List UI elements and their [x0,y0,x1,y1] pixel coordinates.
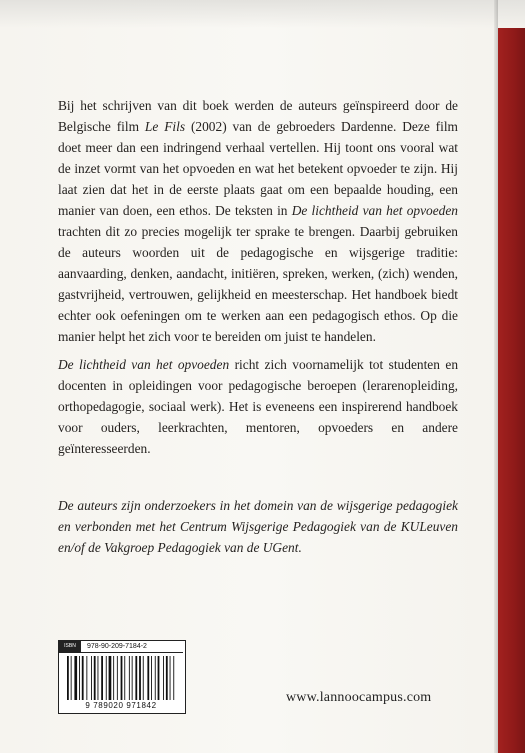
red-spine [498,28,525,753]
isbn-barcode [58,640,186,714]
paragraph-2-body: richt zich voornamelijk tot studenten en docenten in opleidingen voor pedagogische beroepen (lerarenopleiding, orthopedagogie, sociaal werk). Het is eveneens een inspirerend handboek voor ouders, leerkrachten, mentoren, opvoeders en andere geïnteresseerden. [58,357,459,456]
barcode-bars [65,656,177,700]
paragraph-1-end: trachten dit zo precies mogelijk ter sprake te brengen. Daarbij gebruiken de auteurs woorden uit de pedagogische en wijsgerige traditie: aanvaarding, denken, aandacht, initiëren, spreken, werken, (zich) wenden, gastvrijheid, vertrouwen, gelijkheid en meesterschap. Het handboek biedt echter ook oefeningen om te werken aan een pedagogisch ethos. Op die manier helpt het zich voor te bereiden om juist te handelen. [58,224,458,344]
barcode-tag: ISBN [59,641,81,652]
shrink-wrap-sheen [0,0,525,28]
paragraph-1-middle: (2002) van de gebroeders Dardenne. Deze film doet meer dan een indringend verhaal vertellen. Hij toont ons vooral wat de inzet vormt van het opvoeden en wat het betekent opvoeder te zijn. Hij laat zien dat het in de eerste plaats gaat om een bepaalde houding, een manier van doen, een ethos. De teksten in [58,119,458,218]
authors-note [58,495,458,558]
barcode-header [59,641,183,653]
description-paragraph-1 [58,95,458,347]
paragraph-1-intro: Bij het schrijven van dit boek werden de auteurs geïnspireerd door de Belgische film [58,98,458,134]
book-title-reference-2: De lichtheid van het opvoeden [58,357,230,372]
authors-note-text: De auteurs zijn onderzoekers in het domein van de wijsgerige pedagogiek en verbonden met het Centrum Wijsgerige Pedagogiek van de KULeuven en/of de Vakgroep Pedagogiek van de UGent. [58,498,458,555]
book-title-reference: De lichtheid van het opvoeden [291,203,458,218]
film-title: Le Fils [144,119,186,134]
publisher-website: www.lannoocampus.com [286,690,432,705]
description-paragraph-2 [58,354,458,459]
barcode-digits: 9 789020 971842 [85,701,157,710]
isbn-number: 978-90-209-7184-2 [87,643,147,650]
